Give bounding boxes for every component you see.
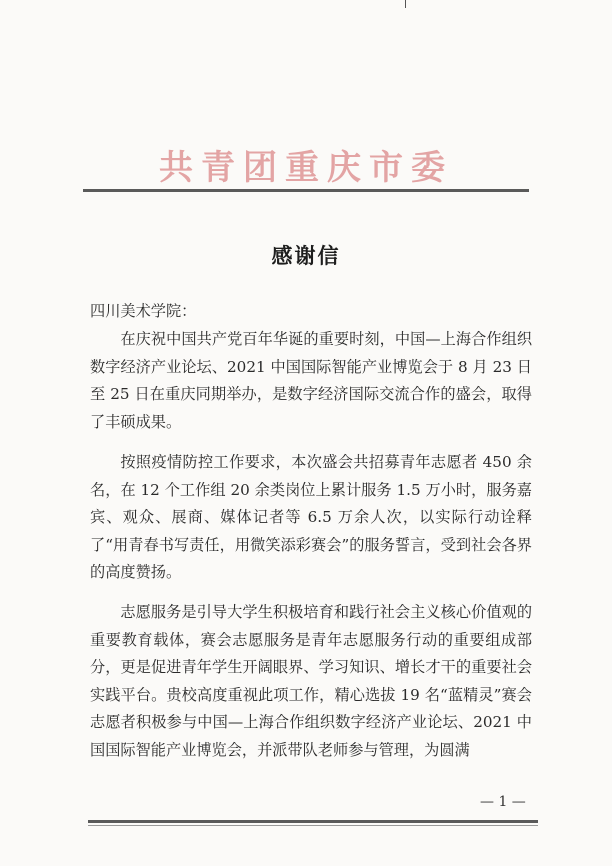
footer-divider (88, 820, 538, 823)
footer-divider-thin (88, 825, 538, 826)
page-number: — 1 — (480, 794, 526, 810)
scan-mark (405, 0, 406, 8)
letter-paragraph-1: 在庆祝中国共产党百年华诞的重要时刻，中国—上海合作组织数字经济产业论坛、2021 中国国际智能产业博览会于 8 月 23 日至 25 日在重庆同期举办，是数字经济国际交流合作的盛会，取得了丰硕成果。 (90, 330, 532, 431)
letter-greeting: 四川美术学院： (90, 302, 197, 320)
letter-paragraph-2: 按照疫情防控工作要求，本次盛会共招募青年志愿者 450 余名，在 12 个工作组 20 余类岗位上累计服务 1.5 万小时，服务嘉宾、观众、展商、媒体记者等 6.5 万余人次，以实际行动诠释了“用青春书写责任，用微笑添彩赛会”的服务誓言，受到社会各界的高度赞扬。 (90, 453, 532, 581)
letter-title: 感谢信 (271, 243, 341, 268)
letter-paragraph-3: 志愿服务是引导大学生积极培育和践行社会主义核心价值观的重要教育载体，赛会志愿服务是青年志愿服务行动的重要组成部分，更是促进青年学生开阔眼界、学习知识、增长才干的重要社会实践平台。贵校高度重视此项工作，精心选拔 19 名“蓝精灵”赛会志愿者积极参与中国—上海合作组织数字经济产业论坛、2021 中国国际智能产业博览会，并派带队老师参与管理，为圆满 (90, 603, 532, 759)
org-letterhead: 共青团重庆市委 (159, 148, 453, 188)
letterhead-divider (83, 189, 529, 192)
